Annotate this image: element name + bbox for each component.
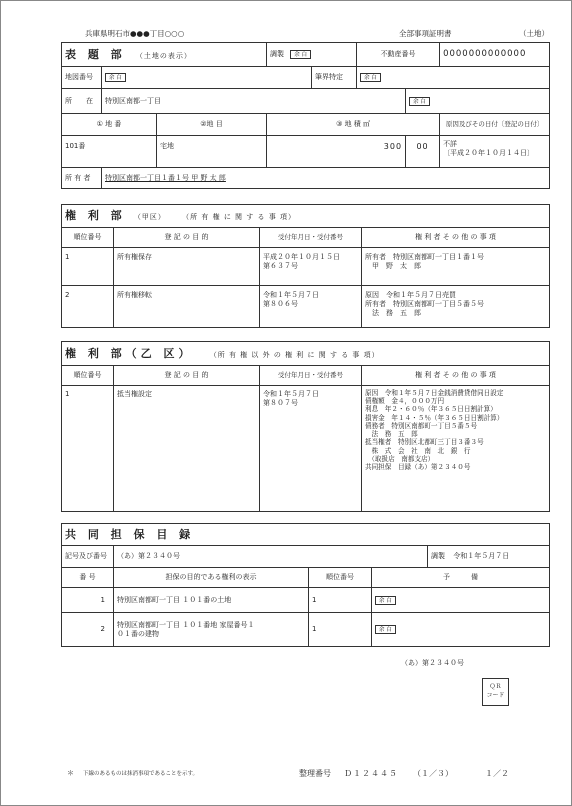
kyodo-after-text: （あ）第２３４０号 <box>401 659 464 667</box>
kou-row1-mokuteki: 所有権保存 <box>114 248 260 286</box>
otsu-col-kenrisha: 権 利 者 そ の 他 の 事 項 <box>362 366 550 386</box>
chosei-value: 令和１年５月７日 <box>453 552 510 561</box>
hyoji-line: ０１番の建物 <box>117 629 159 638</box>
kenrisha-line: 債権額 金４，０００万円 <box>365 397 445 406</box>
yohaku-stamp: 余 白 <box>290 50 311 59</box>
yohaku-stamp: 余 白 <box>375 625 396 634</box>
kyodo-row2-yobi <box>372 613 550 647</box>
uketsuke-line: 令和１年５月７日 <box>263 291 319 299</box>
kou-col-mokuteki: 登 記 の 目 的 <box>114 228 260 248</box>
header-doc-type: 全部事項証明書 <box>399 29 452 38</box>
hikkai-value-cell <box>357 67 550 89</box>
kou-table <box>61 204 550 328</box>
kenrisha-line: 甲 野 太 郎 <box>365 261 421 270</box>
kou-col-kenrisha: 権 利 者 そ の 他 の 事 項 <box>362 228 550 248</box>
kyodo-row2-hyoji <box>114 613 309 647</box>
header-land-kind: （土地） <box>519 29 549 38</box>
kou-row2-uketsuke <box>260 286 362 328</box>
kenrisha-line: 法 務 五 郎 <box>365 430 418 439</box>
gen-in-line-1: 不詳 <box>443 140 458 148</box>
hyoji-line: 特別区南都町一丁目 １０１番地 家屋番号１ <box>117 620 255 629</box>
otsu-table <box>61 341 550 512</box>
kyodo-col-juni: 順位番号 <box>309 568 372 588</box>
kyodo-row1-yobi <box>372 588 550 613</box>
yohaku-stamp: 余 白 <box>375 596 396 605</box>
yohaku-stamp: 余 白 <box>409 97 430 106</box>
kyodo-row2-bango: 2 <box>62 613 114 647</box>
hikkai-label: 筆界特定 <box>312 67 357 89</box>
otsu-col-uketsuke: 受付年月日・受付番号 <box>260 366 362 386</box>
shozai-stamp-cell <box>406 89 550 114</box>
kou-row2-juni: 2 <box>62 286 114 328</box>
kou-title: 権 利 部 <box>65 209 126 223</box>
footer-page: １／２ <box>485 769 509 778</box>
col-chiban: ① 地 番 <box>62 114 157 136</box>
kenrisha-line: （取扱店 南都支店） <box>365 454 435 463</box>
chiseki-int: 300 <box>267 136 406 168</box>
kenrisha-line: 利息 年２・６０％（年３６５日日割計算） <box>365 405 497 414</box>
chosei-label: 調製 <box>270 50 285 58</box>
kou-row1-kenrisha <box>362 248 550 286</box>
uketsuke-line: 第８０６号 <box>263 299 298 308</box>
yohaku-stamp: 余 白 <box>360 73 381 82</box>
footer-note-mark: ＊ <box>67 769 74 777</box>
hyoji-line: 特別区南都町一丁目 １０１番の土地 <box>117 595 232 604</box>
footer-page-of: （１／３） <box>413 769 453 778</box>
kenrisha-line: 抵当権者 特別区北都町三丁目３番３号 <box>365 438 484 447</box>
kyodo-row1-juni: 1 <box>309 588 372 613</box>
shozai-label: 所 在 <box>62 89 102 114</box>
kyodo-row1-hyoji <box>114 588 309 613</box>
kou-row2-mokuteki: 所有権移転 <box>114 286 260 328</box>
otsu-row1-kenrisha <box>362 386 550 512</box>
uketsuke-line: 第８０７号 <box>263 398 298 407</box>
kyodo-table <box>61 523 550 647</box>
chiban-value: 101番 <box>62 136 157 168</box>
kenrisha-line: 所有者 特別区南都町一丁目５番５号 <box>365 299 484 308</box>
kenrisha-line: 債務者 特別区南都町一丁目５番５号 <box>365 421 478 430</box>
kenrisha-line: 所有者 特別区南都町一丁目１番１号 <box>365 253 484 261</box>
kenrisha-line: 法 務 五 郎 <box>365 308 421 317</box>
gen-in-cell <box>440 136 550 168</box>
kenrisha-line: 原因 令和１年５月７日金銭消費貸借同日設定 <box>365 389 504 397</box>
kou-row1-uketsuke <box>260 248 362 286</box>
footer-seiri-no: Ｄ１２４４５ <box>344 769 398 778</box>
chizu-value-cell <box>102 67 312 89</box>
otsu-col-juni: 順位番号 <box>62 366 114 386</box>
qr-code <box>482 678 509 706</box>
shoyusha-label: 所 有 者 <box>62 168 102 189</box>
fudosan-label: 不動産番号 <box>357 43 440 67</box>
otsu-title: 権 利 部（乙 区） <box>65 346 194 360</box>
kou-col-juni: 順位番号 <box>62 228 114 248</box>
uketsuke-line: 第６３７号 <box>263 261 298 270</box>
col-chiseki: ③ 地 積 ㎡ <box>267 114 440 136</box>
header-address: 兵庫県明石市●●●丁目○○○ <box>85 29 185 38</box>
kou-subtitle: （所 有 権 に 関 す る 事 項） <box>182 213 296 222</box>
kou-row1-juni: 1 <box>62 248 114 286</box>
otsu-row1-uketsuke <box>260 386 362 512</box>
hyodai-table <box>61 42 550 189</box>
kou-row2-kenrisha <box>362 286 550 328</box>
kyodo-row2-juni: 1 <box>309 613 372 647</box>
chosei-label: 調製 <box>431 552 445 561</box>
hyodai-title: 表 題 部 <box>65 47 126 61</box>
kigo-label: 記号及び番号 <box>62 546 114 568</box>
qr-line-1: ＱＲ <box>489 683 502 690</box>
kyodo-col-bango: 番 号 <box>62 568 114 588</box>
hyodai-title-cell <box>62 43 267 67</box>
yohaku-stamp: 余 白 <box>105 73 126 82</box>
kigo-value: （あ）第２３４０号 <box>114 546 428 568</box>
qr-line-2: コード <box>486 692 505 699</box>
kenrisha-line: 原因 令和１年５月７日売買 <box>365 291 456 299</box>
fudosan-number: 0000000000000 <box>440 43 550 67</box>
kou-section: （甲区） <box>133 213 166 222</box>
kenrisha-line: 共同担保 目録（あ）第２３４０号 <box>365 463 471 472</box>
shozai-value: 特別区南都一丁目 <box>102 89 406 114</box>
otsu-row1-juni: 1 <box>62 386 114 512</box>
col-gen-in: 原因及びその日付〔登記の日付〕 <box>440 114 550 136</box>
uketsuke-line: 令和１年５月７日 <box>263 390 319 398</box>
kenrisha-line: 株 式 会 社 南 北 銀 行 <box>365 446 471 455</box>
chiseki-dec: 00 <box>406 136 440 168</box>
shoyusha-value: 特別区南都一丁目１番１号 甲 野 太 郎 <box>102 168 550 189</box>
otsu-row1-mokuteki: 抵当権設定 <box>114 386 260 512</box>
gen-in-line-2: 〔平成２０年１０月１４日〕 <box>443 148 535 157</box>
footer-note: 下線のあるものは抹消事項であることを示す。 <box>83 771 199 777</box>
otsu-col-mokuteki: 登 記 の 目 的 <box>114 366 260 386</box>
col-chimoku: ②地 目 <box>157 114 267 136</box>
kyodo-col-yobi: 予 備 <box>372 568 550 588</box>
otsu-subtitle: （所 有 権 以 外 の 権 利 に 関 す る 事 項） <box>209 350 380 359</box>
kyodo-chosei-cell <box>428 546 550 568</box>
hyodai-subtitle: （土地の表示） <box>135 51 192 60</box>
uketsuke-line: 平成２０年１０月１５日 <box>263 253 340 261</box>
chizu-label: 地図番号 <box>62 67 102 89</box>
kyodo-title-cell <box>62 524 550 546</box>
hyodai-chosei-cell <box>267 43 357 67</box>
kyodo-title: 共 同 担 保 目 録 <box>65 527 195 541</box>
kou-title-cell <box>62 205 550 228</box>
otsu-title-cell <box>62 342 550 366</box>
kyodo-col-hyoji: 担保の目的である権利の表示 <box>114 568 309 588</box>
chimoku-value: 宅地 <box>157 136 267 168</box>
kou-col-uketsuke: 受付年月日・受付番号 <box>260 228 362 248</box>
kenrisha-line: 損害金 年１４・５％（年３６５日日割計算） <box>365 413 504 422</box>
kyodo-row1-bango: 1 <box>62 588 114 613</box>
footer-seiri-label: 整理番号 <box>299 769 331 778</box>
